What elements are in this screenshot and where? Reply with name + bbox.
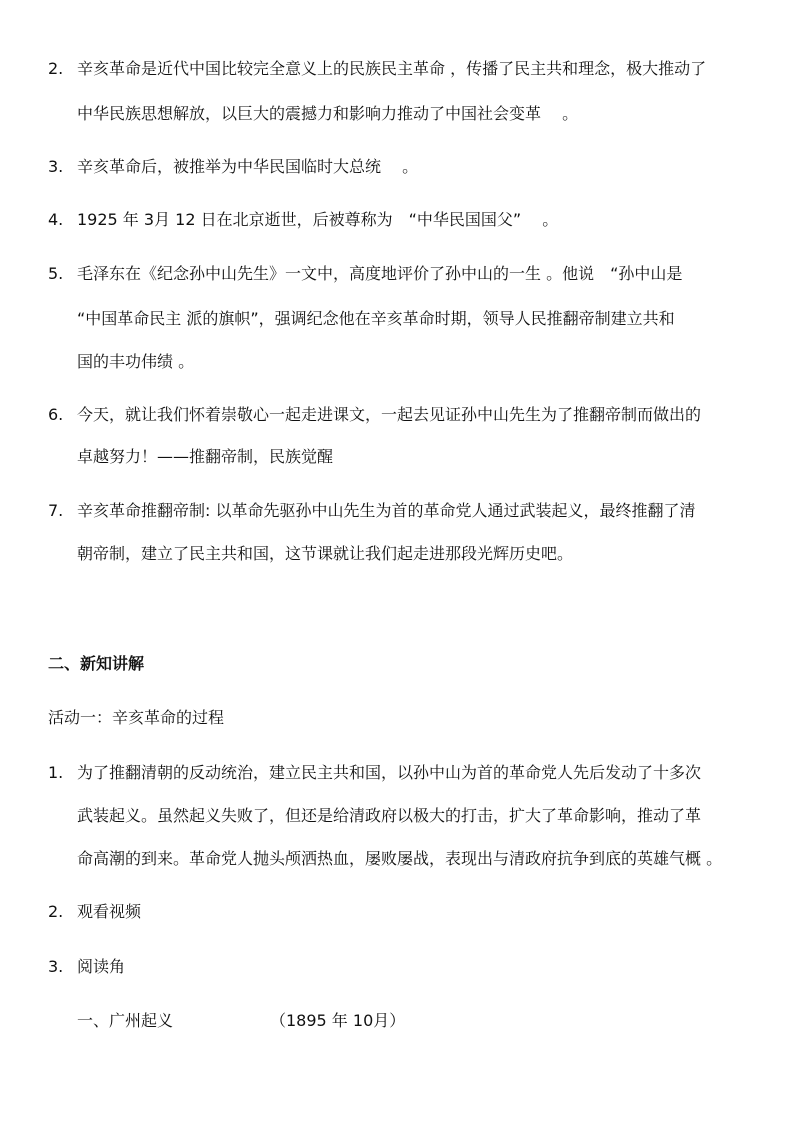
item-text-line: 武装起义。虽然起义失败了，但还是给清政府以极大的打击，扩大了革命影响，推动了革	[77, 806, 702, 825]
item-number: 2.	[48, 902, 64, 921]
item-text-line: 辛亥革命是近代中国比较完全意义上的民族民主革命 ，传播了民主共和理念，极大推动了	[77, 59, 707, 78]
item-text-line: 辛亥革命后，被推举为中华民国临时大总统 。	[77, 157, 419, 176]
item-text-line: 辛亥革命推翻帝制: 以革命先驱孙中山先生为首的革命党人通过武装起义，最终推翻了清	[77, 501, 696, 520]
subitem-title: 一、广州起义	[77, 1011, 174, 1030]
item-number: 5.	[48, 264, 64, 283]
item-number: 6.	[48, 405, 64, 424]
item-number: 3.	[48, 957, 64, 976]
subitem-date: （1895 年 10月）	[270, 1011, 406, 1030]
item-text-line: 朝帝制，建立了民主共和国，这节课就让我们起走进那段光辉历史吧。	[77, 544, 574, 563]
item-text-line: 命高潮的到来。革命党人抛头颅洒热血，屡败屡战，表现出与清政府抗争到底的英雄气概 。	[77, 849, 723, 868]
item-text-line: 国的丰功伟绩 。	[77, 352, 195, 371]
item-number: 3.	[48, 157, 64, 176]
item-text-line: 中华民族思想解放，以巨大的震撼力和影响力推动了中国社会变革 。	[77, 104, 579, 123]
item-number: 1.	[48, 763, 64, 782]
item-number: 2.	[48, 59, 64, 78]
item-text-line: 今天，就让我们怀着崇敬心一起走进课文，一起去见证孙中山先生为了推翻帝制而做出的	[77, 405, 702, 424]
item-text-line: 阅读角	[77, 957, 126, 976]
item-number: 7.	[48, 501, 64, 520]
item-text-line: “中国革命民主 派的旗帜”，强调纪念他在辛亥革命时期，领导人民推翻帝制建立共和	[77, 309, 675, 328]
section-heading: 二、新知讲解	[48, 654, 145, 673]
item-text-line: 毛泽东在《纪念孙中山先生》一文中，高度地评价了孙中山的一生 。他说 “孙中山是	[77, 264, 683, 283]
item-text-line: 1925 年 3月 12 日在北京逝世，后被尊称为 “中华民国国父” 。	[77, 210, 559, 229]
item-text-line: 卓越努力！——推翻帝制，民族觉醒	[77, 447, 334, 466]
item-text-line: 观看视频	[77, 902, 142, 921]
item-number: 4.	[48, 210, 64, 229]
activity-title: 活动一：辛亥革命的过程	[48, 708, 225, 727]
item-text-line: 为了推翻清朝的反动统治，建立民主共和国，以孙中山为首的革命党人先后发动了十多次	[77, 763, 702, 782]
